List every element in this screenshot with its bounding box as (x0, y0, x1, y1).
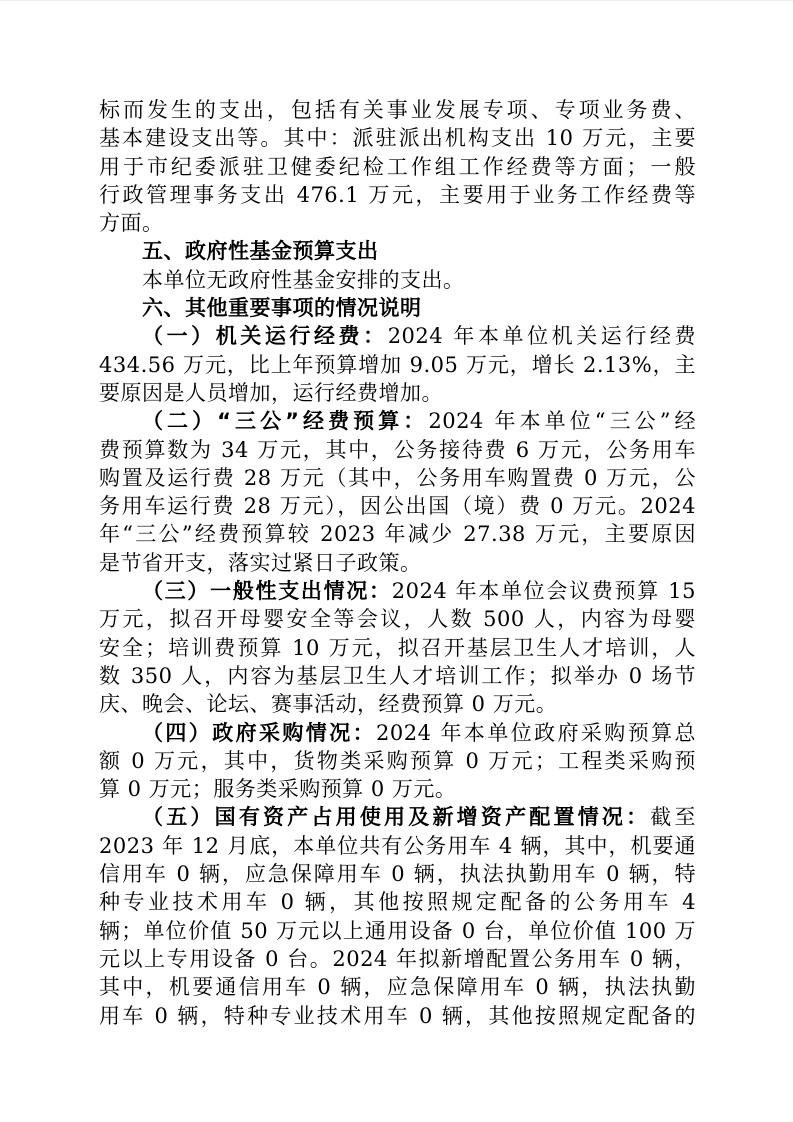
body-text: 用车 0 辆，特种专业技术用车 0 辆，其他按照规定配备的 (99, 1003, 696, 1028)
text-line (99, 634, 696, 662)
body-text: 种专业技术用车 0 辆，其他按照规定配备的公务用车 4 (99, 890, 696, 915)
body-text: 额 0 万元，其中，货物类采购预算 0 万元；工程类采购预 (99, 748, 696, 773)
subsection-heading: （五）国有资产占用使用及新增资产配置情况： (142, 805, 651, 830)
text-line (99, 662, 696, 690)
section-heading: 五、政府性基金预算支出 (142, 239, 379, 264)
body-text: 辆；单位价值 50 万元以上通用设备 0 台，单位价值 100 万 (99, 918, 696, 943)
text-line (99, 577, 696, 605)
body-text: 2023 年 12 月底，本单位共有公务用车 4 辆，其中，机要通 (99, 833, 696, 858)
subsection-heading: （一）机关运行经费： (142, 324, 388, 349)
text-line (99, 690, 696, 718)
body-text: 万元，拟召开母婴安全等会议，人数 500 人，内容为母婴 (99, 607, 696, 632)
subsection-heading: （二）“三公”经费预算： (142, 409, 429, 434)
body-text: 行政管理事务支出 476.1 万元，主要用于业务工作经费等 (99, 182, 696, 207)
body-text: 方面。 (99, 211, 164, 236)
text-line (99, 719, 696, 747)
text-line (99, 888, 696, 916)
heading-line (99, 294, 696, 322)
body-text: 2024 年本单位政府采购预算总 (376, 720, 696, 745)
body-text: 数 350 人，内容为基层卫生人才培训工作；拟举办 0 场节 (99, 663, 696, 688)
body-text: 算 0 万元；服务类采购预算 0 万元。 (99, 777, 457, 802)
text-line (99, 379, 696, 407)
body-text: 其中，机要通信用车 0 辆，应急保障用车 0 辆，执法执勤 (99, 975, 696, 1000)
body-text: 2024 年本单位机关运行经费 (387, 324, 696, 349)
body-text: 费预算数为 34 万元，其中，公务接待费 6 万元，公务用车 (99, 437, 696, 462)
text-line (99, 549, 696, 577)
body-text: 标而发生的支出，包括有关事业发展专项、专项业务费、 (99, 98, 696, 122)
body-text: 庆、晚会、论坛、赛事活动，经费预算 0 万元。 (99, 692, 558, 717)
text-line (99, 181, 696, 209)
body-text: 基本建设支出等。其中：派驻派出机构支出 10 万元，主要 (99, 126, 696, 151)
text-line (99, 803, 696, 831)
body-text: 434.56 万元，比上年预算增加 9.05 万元，增长 2.13%，主 (99, 352, 696, 377)
text-line (99, 322, 696, 350)
text-line (99, 209, 696, 237)
text-line (99, 436, 696, 464)
text-line (99, 832, 696, 860)
body-text: 2024 年本单位会议费预算 15 (391, 579, 696, 604)
body-text: 购置及运行费 28 万元（其中，公务用车购置费 0 万元，公 (99, 465, 696, 490)
text-line (99, 492, 696, 520)
body-text: 本单位无政府性基金安排的支出。 (142, 267, 465, 292)
text-line (99, 153, 696, 181)
text-line (99, 96, 696, 124)
text-line (99, 860, 696, 888)
text-line (99, 973, 696, 1001)
text-line (99, 605, 696, 633)
body-text: 是节省开支，落实过紧日子政策。 (99, 550, 422, 575)
text-line (99, 775, 696, 803)
text-line (99, 464, 696, 492)
text-line (99, 407, 696, 435)
text-line (99, 124, 696, 152)
text-line (99, 520, 696, 548)
body-text: 2024 年本单位“三公”经 (428, 409, 696, 434)
section-heading: 六、其他重要事项的情况说明 (142, 296, 422, 321)
body-text: 元以上专用设备 0 台。2024 年拟新增配置公务用车 0 辆， (99, 946, 696, 971)
body-text: 年“三公”经费预算较 2023 年减少 27.38 万元，主要原因 (99, 522, 696, 547)
subsection-heading: （四）政府采购情况： (142, 720, 376, 745)
subsection-heading: （三）一般性支出情况： (142, 579, 392, 604)
heading-line (99, 237, 696, 265)
body-text: 务用车运行费 28 万元），因公出国（境）费 0 万元。2024 (99, 494, 696, 519)
body-text: 用于市纪委派驻卫健委纪检工作组工作经费等方面；一般 (99, 154, 696, 179)
text-line (99, 266, 696, 294)
text-line (99, 1002, 696, 1030)
text-line (99, 747, 696, 775)
text-line (99, 351, 696, 379)
text-line (99, 945, 696, 973)
text-line (99, 917, 696, 945)
text-block (99, 96, 696, 1030)
body-text: 安全；培训费预算 10 万元，拟召开基层卫生人才培训，人 (99, 635, 696, 660)
body-text: 要原因是人员增加，运行经费增加。 (99, 380, 443, 405)
body-text: 信用车 0 辆，应急保障用车 0 辆，执法执勤用车 0 辆，特 (99, 862, 696, 887)
body-text: 截至 (650, 805, 696, 830)
